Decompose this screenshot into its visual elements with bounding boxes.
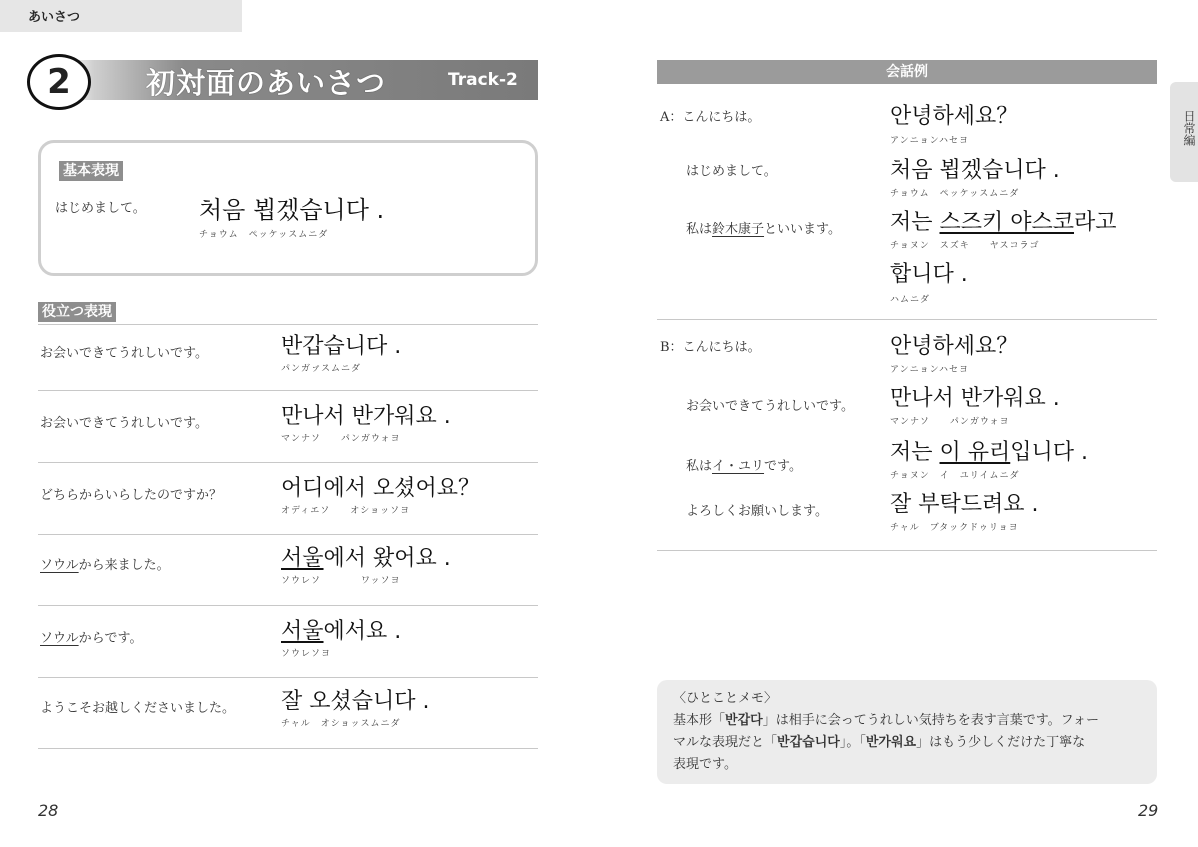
row-ko-rest: 에서요 . — [323, 619, 402, 644]
ko-pre: 저는 — [890, 440, 940, 465]
memo-bold: 반갑습니다 — [777, 735, 840, 750]
useful-row — [38, 619, 538, 691]
row-jp — [40, 627, 142, 646]
jp-name-underlined: 鈴木康子 — [712, 222, 765, 237]
divider — [38, 534, 538, 535]
useful-row — [38, 334, 538, 406]
row-jp-underlined: ソウル — [40, 558, 79, 573]
row-ruby: ソウレソ ワッソヨ — [281, 576, 401, 586]
row-ko-underlined: 서울 — [281, 546, 324, 571]
row-jp: お会いできてうれしいです。 — [40, 346, 208, 361]
a-line-ko: 안녕하세요？ — [890, 104, 1019, 129]
row-ko — [281, 546, 451, 572]
jp-post: です。 — [764, 459, 802, 474]
b-line-ruby: アンニョンハセヨ — [890, 365, 970, 375]
memo-bold: 반가워요 — [865, 735, 917, 750]
divider — [38, 390, 538, 391]
basic-ruby: チョウム ペッケッスムニダ — [199, 230, 329, 240]
side-tab: 日常編 — [1170, 82, 1198, 182]
b-line-jp: よろしくお願いします。 — [686, 504, 828, 519]
row-ko: 반갑습니다 . — [281, 334, 402, 359]
row-jp — [40, 554, 170, 573]
b-line-jp: お会いできてうれしいです。 — [686, 399, 854, 414]
row-ko-underlined: 서울 — [281, 619, 324, 644]
row-ko: 만나서 반가워요 . — [281, 404, 451, 429]
divider — [657, 550, 1157, 551]
row-ko: 잘 오셨습니다 . — [281, 689, 430, 714]
row-ruby: ソウレソヨ — [281, 649, 332, 659]
jp-pre: 私は — [686, 459, 713, 474]
b-line-ko: 안녕하세요？ — [890, 334, 1019, 359]
a-line-jp: はじめまして。 — [686, 164, 777, 179]
b-line-ruby: マンナソ パンガウォヨ — [890, 417, 1010, 427]
jp-post: といいます。 — [764, 222, 841, 237]
memo-title: 〈ひとことメモ〉 — [673, 691, 778, 706]
row-ko-rest: 에서 왔어요 . — [323, 546, 451, 571]
ko-post: 입니다 . — [1010, 440, 1088, 465]
a-line-ko — [890, 210, 1117, 236]
useful-row — [38, 404, 538, 476]
row-ruby: パンガㇷ゚スムニダ — [281, 364, 362, 374]
divider — [38, 324, 538, 325]
divider — [38, 605, 538, 606]
memo-line-3: 表現です。 — [673, 757, 737, 772]
speaker-a-label: A： — [660, 110, 683, 125]
a-line-ruby: アンニョンハセヨ — [890, 136, 970, 146]
speaker-b-label: B： — [660, 340, 683, 355]
memo-bold: 반갑다 — [725, 713, 763, 728]
page-number-left: 28 — [38, 801, 59, 820]
row-ko: 어디에서 오셨어요？ — [281, 476, 481, 501]
jp-name-underlined: イ・ユリ — [712, 459, 765, 474]
row-ruby: チャル オショッスムニダ — [281, 719, 401, 729]
useful-row — [38, 689, 538, 761]
b-line-ko — [890, 440, 1088, 466]
page-number-right: 29 — [1138, 801, 1159, 820]
row-jp-underlined: ソウル — [40, 631, 79, 646]
jp-pre: 私は — [686, 222, 713, 237]
basic-ko: 처음 뵙겠습니다 . — [199, 196, 385, 224]
divider — [38, 748, 538, 749]
memo-text: 」。「 — [839, 735, 866, 750]
b-line-ruby: チャル ブタックドゥリョヨ — [890, 523, 1019, 533]
basic-expression-label: 基本表現 — [59, 161, 123, 181]
a-line-jp — [686, 218, 841, 237]
b-line-ko: 만나서 반가워요 . — [890, 386, 1060, 411]
a-line-ko: 처음 뵙겠습니다 . — [890, 158, 1060, 183]
speaker-a-line — [660, 106, 760, 125]
lesson-title: 初対面のあいさつ — [146, 66, 387, 100]
ko-pre: 저는 — [890, 210, 940, 235]
b-line-ruby: チョヌン イ ユリイムニダ — [890, 471, 1020, 481]
useful-row — [38, 546, 538, 618]
row-jp: お会いできてうれしいです。 — [40, 416, 208, 431]
row-ruby: マンナソ パンガウォヨ — [281, 434, 401, 444]
ko-name-underlined: 이 유리 — [939, 440, 1011, 465]
row-ko — [281, 619, 401, 645]
divider — [657, 319, 1157, 320]
track-label: Track-2 — [448, 70, 518, 90]
memo-text: マルな表現だと「 — [673, 735, 778, 750]
memo-text: 」は相手に会ってうれしい気持ちを表す言葉です。フォー — [762, 713, 1100, 728]
basic-expression-box — [38, 140, 538, 276]
a-line-ruby: ハムニダ — [890, 295, 931, 305]
a-line-ko: 합니다 . — [890, 262, 968, 287]
speaker-b-line — [660, 336, 761, 355]
conversation-header: 会話例 — [657, 60, 1157, 84]
memo-line-1 — [673, 710, 1141, 732]
b-line-jp: こんにちは。 — [682, 340, 761, 355]
section-tab: あいさつ — [0, 0, 242, 32]
basic-jp: はじめまして。 — [55, 201, 146, 216]
row-jp: どちらからいらしたのですか？ — [40, 488, 223, 503]
ko-name-underlined: 스즈키 야스코 — [939, 210, 1075, 235]
divider — [38, 462, 538, 463]
b-line-jp — [686, 455, 802, 474]
row-jp: ようこそお越しくださいました。 — [40, 701, 236, 716]
useful-expression-label: 役立つ表現 — [38, 302, 116, 322]
ko-post: 라고 — [1074, 210, 1117, 235]
lesson-number: 2 — [27, 54, 91, 110]
a-line-ruby: チョヌン スズキ ヤスコラゴ — [890, 241, 1040, 251]
row-jp-rest: から来ました。 — [78, 558, 170, 573]
a-line-jp: こんにちは。 — [682, 110, 761, 125]
memo-line-2 — [673, 732, 1141, 754]
b-line-ko: 잘 부탁드려요 . — [890, 492, 1039, 517]
divider — [38, 677, 538, 678]
a-line-ruby: チョウム ペッケッスムニダ — [890, 189, 1020, 199]
memo-box — [657, 680, 1157, 784]
memo-text: 基本形「 — [673, 713, 726, 728]
row-jp-rest: からです。 — [78, 631, 143, 646]
row-ruby: オディエソ オショッソヨ — [281, 506, 411, 516]
useful-row — [38, 476, 538, 548]
memo-text: 」はもう少しくだけた丁寧な — [916, 735, 1086, 750]
